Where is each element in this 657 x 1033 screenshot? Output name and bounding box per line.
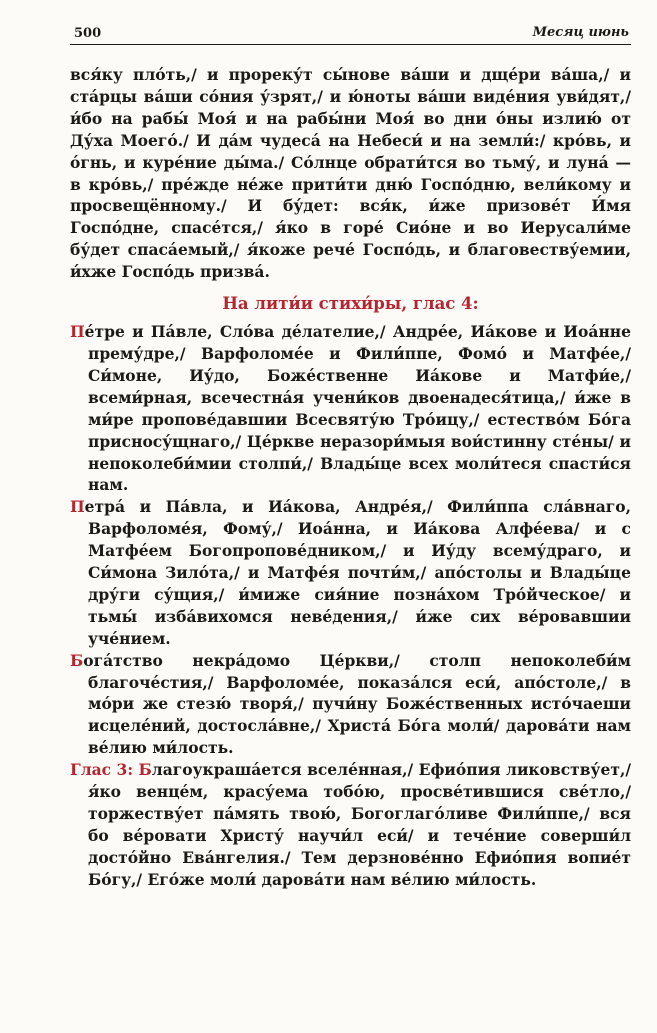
running-title: Месяц июнь bbox=[532, 25, 629, 40]
drop-initial: П bbox=[70, 322, 85, 342]
page-header bbox=[70, 24, 631, 46]
page-number: 500 bbox=[74, 26, 102, 41]
sticheron-1 bbox=[70, 321, 631, 496]
drop-initial: Б bbox=[70, 650, 84, 670]
header-rule bbox=[70, 44, 631, 45]
drop-initial: Б bbox=[138, 760, 152, 780]
sticheron-text: лагоукраша́ется вселе́нная,/ Ефио́пия ликовству́ет,/ я́ко венце́м, красу́ема тобо́ю, просве́тившися све́тло,/ торжеству́ет па́мять твою́, Богоглаго́ливе Фили́ппе,/ вся бо ве́ровати Христу́ научи́л еси́/ и тече́ние соверши́л досто́йно Ева́нгелия./ Тем дерзнове́нно Ефио́пия вопие́т Бо́гу,/ Его́же моли́ дарова́ти нам ве́лию ми́лость. bbox=[88, 760, 631, 889]
sticheron-text: етра́ и Па́вла, и Иа́кова, Андре́я,/ Фили́ппа сла́внаго, Варфоломе́я, Фому́,/ Иоа́нна, и Иа́кова Алфе́ева/ и с Матфе́ем Богопропове́дником,/ и Иу́ду всему́драго, и Си́мона Зило́та,/ и Матфе́я почти́м,/ апо́столы и Влады́це дру́ги су́щия,/ и́миже сия́ние позна́хом Тро́йческое/ и тьмы́ изба́вихомся неве́дения,/ и́же сих ве́ровавшии уче́нием. bbox=[84, 497, 631, 648]
page-body bbox=[70, 64, 631, 891]
sticheron-text: е́тре и Па́вле, Сло́ва де́лателие,/ Андре́е, Иа́кове и Иоа́нне прему́дре,/ Варфоломе́е и Фили́ппе, Фомо́ и Матфе́е,/ Си́моне, Иу́до, Боже́ственне Иа́кове и Матфи́е,/ всеми́рная, всечестна́я учени́ков двоенадеся́тица,/ и́же в ми́ре пропове́давшии Всесвяту́ю Тро́ицу,/ естество́м Бо́га присносу́щнаго,/ Це́ркве неразори́мыя вои́стинну сте́ны/ и непоколеби́мии столпи́,/ Влады́це всех моли́теся спасти́ся нам. bbox=[84, 322, 631, 495]
sticheron-2 bbox=[70, 496, 631, 649]
sticheron-text: ога́тство некра́домо Це́ркви,/ столп непоколеби́м благоче́стия,/ Варфоломе́е, показа́лся еси́, апо́столе,/ в мо́ри же стезю́ творя́,/ пучи́ну Боже́ственных исто́чаеши исцеле́ний, достосла́вне,/ Христа́ Бо́га моли́/ дарова́ти нам ве́лию ми́лость. bbox=[83, 650, 631, 758]
reading-continuation: вся́ку пло́ть,/ и прореку́т сы́нове ва́ши и дще́ри ва́ша,/ и ста́рцы ва́ши со́ния у́зрят,/ и ю́ноты ва́ши виде́ния уви́дят,/ и́бо на рабы́ Моя́ и на рабы́ни Моя́ во дни о́ны излию́ от Ду́ха Моего́./ И да́м чудеса́ на Небеси́ и на земли́:/ кро́вь, и о́гнь, и куре́ние ды́ма./ Со́лнце обрати́тся во тьму́, и луна́ — в кро́вь,/ пре́жде не́же прити́ти дню́ Госпо́дню, вели́кому и просвещённому./ И бу́дет: вся́к, и́же призове́т И́мя Госпо́дне, спасе́тся,/ я́ко в горе́ Сио́не и во Иерусали́ме бу́дет спаса́емый,/ я́коже рече́ Госпо́дь, и благовеству́емии, и́хже Госпо́дь призва́. bbox=[70, 65, 631, 282]
tone-label: Глас 3: bbox=[70, 760, 134, 780]
sticheron-4 bbox=[70, 759, 631, 890]
sticheron-3 bbox=[70, 650, 631, 760]
drop-initial: П bbox=[70, 497, 85, 517]
section-heading: На лити́и стихи́ры, глас 4: bbox=[222, 294, 479, 314]
